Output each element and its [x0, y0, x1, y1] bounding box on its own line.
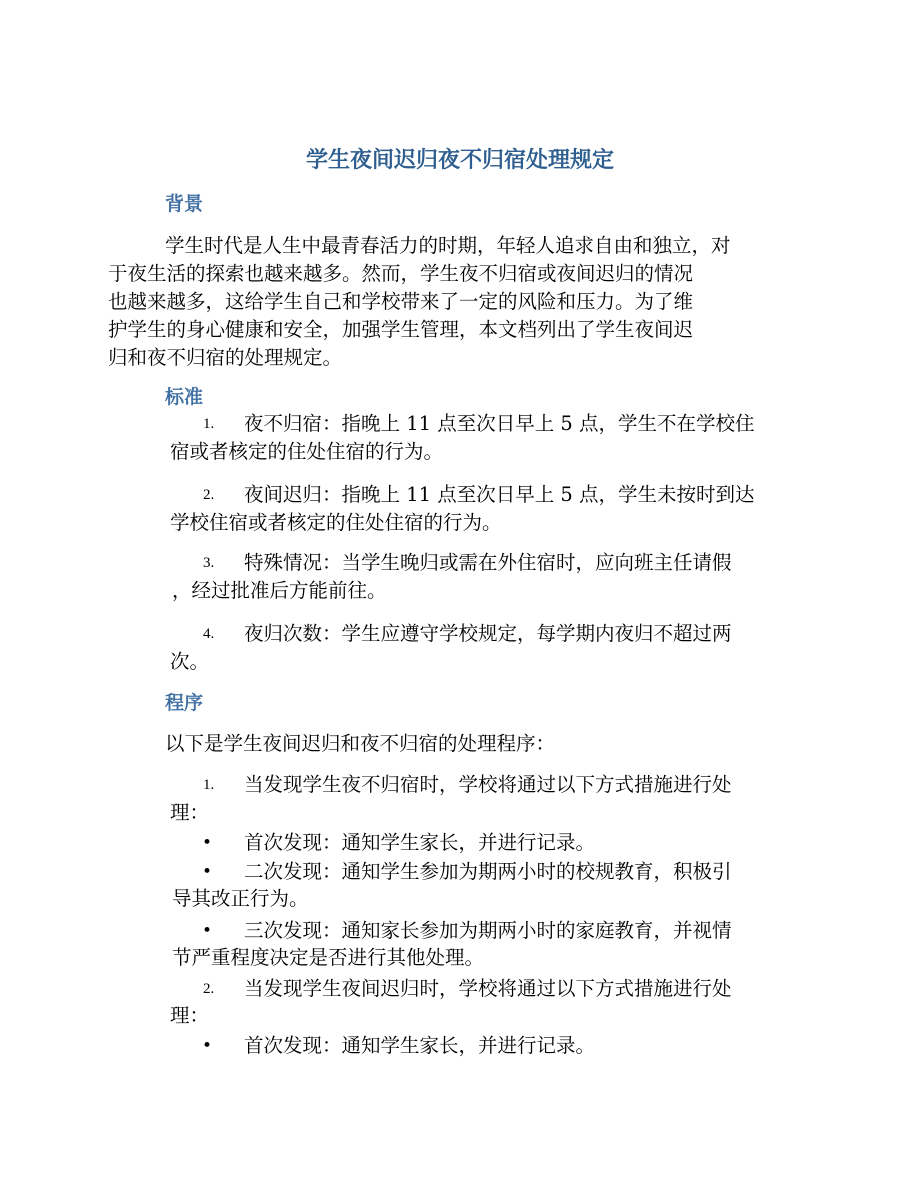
procedure-step-cont — [170, 799, 209, 827]
list-item-line: 学校住宿或者核定的住处住宿的行为。 — [170, 511, 502, 534]
bullet-line: 节严重程度决定是否进行其他处理。 — [172, 946, 485, 969]
background-line: 也越来越多，这给学生自己和学校带来了一定的风险和压力。为了维 — [108, 290, 694, 313]
list-number: 3. — [203, 555, 215, 571]
bullet-line: 二次发现：通知学生参加为期两小时的校规教育，积极引 — [244, 860, 732, 883]
procedure-step-line: 理： — [170, 801, 210, 824]
list-number: 2. — [203, 981, 215, 997]
bullet-icon: • — [202, 833, 213, 853]
procedure-step — [244, 975, 732, 1003]
list-item-line: 宿或者核定的住处住宿的行为。 — [170, 440, 444, 463]
bullet-item — [244, 858, 732, 886]
procedure-step — [244, 771, 732, 799]
procedure-step-line: 理： — [170, 1004, 210, 1027]
bullet-item — [244, 829, 595, 857]
list-item-line: 夜间迟归：指晚上 11 点至次日早上 5 点，学生未按时到达 — [244, 483, 755, 506]
list-number: 4. — [203, 626, 215, 642]
procedure-step-cont — [170, 1002, 209, 1030]
list-item — [244, 481, 755, 509]
bullet-icon: • — [202, 862, 213, 882]
list-item — [244, 620, 732, 648]
document-title: 学生夜间迟归夜不归宿处理规定 — [305, 147, 614, 173]
list-number: 2. — [203, 487, 215, 503]
bullet-icon: • — [202, 921, 213, 941]
bullet-item-cont — [172, 944, 484, 972]
background-paragraph — [165, 232, 731, 260]
list-item-line: ，经过批准后方能前往。 — [172, 579, 387, 602]
bullet-line: 首次发现：通知学生家长，并进行记录。 — [244, 831, 596, 854]
list-item — [244, 410, 755, 438]
procedure-step-line: 当发现学生夜不归宿时，学校将通过以下方式措施进行处 — [244, 773, 732, 796]
section-heading-background: 背景 — [165, 193, 204, 215]
bullet-line: 导其改正行为。 — [172, 887, 309, 910]
section-heading-standards: 标准 — [165, 386, 204, 408]
background-paragraph-cont — [108, 260, 693, 372]
list-item-line: 夜归次数：学生应遵守学校规定，每学期内夜归不超过两 — [244, 622, 732, 645]
list-item-cont — [170, 648, 209, 676]
background-line: 护学生的身心健康和安全，加强学生管理，本文档列出了学生夜间迟 — [108, 318, 694, 341]
list-number: 1. — [203, 416, 215, 432]
list-item-line: 特殊情况：当学生晚归或需在外住宿时，应向班主任请假 — [244, 551, 732, 574]
list-item — [244, 549, 732, 577]
list-number: 1. — [203, 777, 215, 793]
background-line: 学生时代是人生中最青春活力的时期，年轻人追求自由和独立，对 — [165, 234, 731, 257]
bullet-item — [244, 917, 732, 945]
bullet-icon: • — [202, 1036, 213, 1056]
bullet-item — [244, 1032, 595, 1060]
procedure-step-line: 当发现学生夜间迟归时，学校将通过以下方式措施进行处 — [244, 977, 732, 1000]
bullet-item-cont — [172, 885, 309, 913]
list-item-line: 次。 — [170, 650, 210, 673]
bullet-line: 首次发现：通知学生家长，并进行记录。 — [244, 1034, 596, 1057]
list-item-cont — [170, 438, 443, 466]
background-line: 归和夜不归宿的处理规定。 — [108, 346, 343, 369]
list-item-cont — [172, 577, 387, 605]
section-heading-procedure: 程序 — [165, 692, 204, 714]
bullet-line: 三次发现：通知家长参加为期两小时的家庭教育，并视情 — [244, 919, 732, 942]
list-item-line: 夜不归宿：指晚上 11 点至次日早上 5 点，学生不在学校住 — [244, 412, 755, 435]
procedure-intro — [165, 730, 555, 758]
procedure-intro-line: 以下是学生夜间迟归和夜不归宿的处理程序： — [165, 732, 556, 755]
list-item-cont — [170, 509, 502, 537]
background-line: 于夜生活的探索也越来越多。然而，学生夜不归宿或夜间迟归的情况 — [108, 262, 694, 285]
